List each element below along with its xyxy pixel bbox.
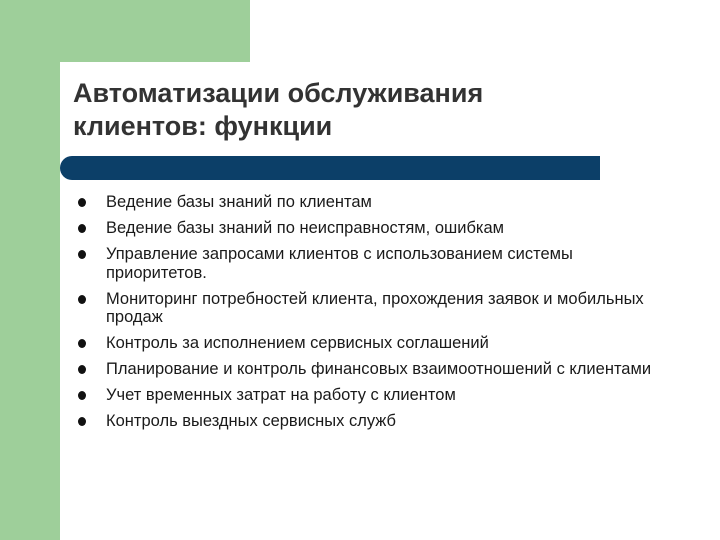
list-item-text: Управление запросами клиентов с использованием системы приоритетов. <box>106 244 573 282</box>
list-item-text: Ведение базы знаний по неисправностям, ошибкам <box>106 218 504 237</box>
bullet-icon <box>78 295 86 304</box>
list-item <box>78 412 678 431</box>
slide-title: Автоматизации обслуживания клиентов: функции <box>73 78 484 141</box>
list-item <box>78 245 678 282</box>
list-item-text: Контроль выездных сервисных служб <box>106 412 396 431</box>
list-item-text: Ведение базы знаний по клиентам <box>106 193 372 211</box>
bullet-icon <box>78 417 86 426</box>
list-item <box>78 360 678 379</box>
bullet-icon <box>78 365 86 374</box>
list-item <box>78 334 678 353</box>
list-item-text: Учет временных затрат на работу с клиентом <box>106 386 456 405</box>
green-decor-left <box>0 0 60 540</box>
bullet-icon <box>78 391 86 400</box>
bullet-icon <box>78 339 86 348</box>
list-item <box>78 386 678 405</box>
list-item <box>78 219 678 238</box>
title-rule <box>60 156 600 180</box>
bullet-icon <box>78 198 86 207</box>
list-item-text: Планирование и контроль финансовых взаимоотношений с клиентами <box>106 360 652 379</box>
list-item-text: Мониторинг потребностей клиента, прохождения заявок и мобильных продаж <box>106 289 644 327</box>
list-item <box>78 193 678 212</box>
bullet-icon <box>78 224 86 233</box>
bullet-list <box>78 193 678 438</box>
bullet-icon <box>78 250 86 259</box>
list-item <box>78 290 678 327</box>
list-item-text: Контроль за исполнением сервисных соглашений <box>106 334 489 353</box>
